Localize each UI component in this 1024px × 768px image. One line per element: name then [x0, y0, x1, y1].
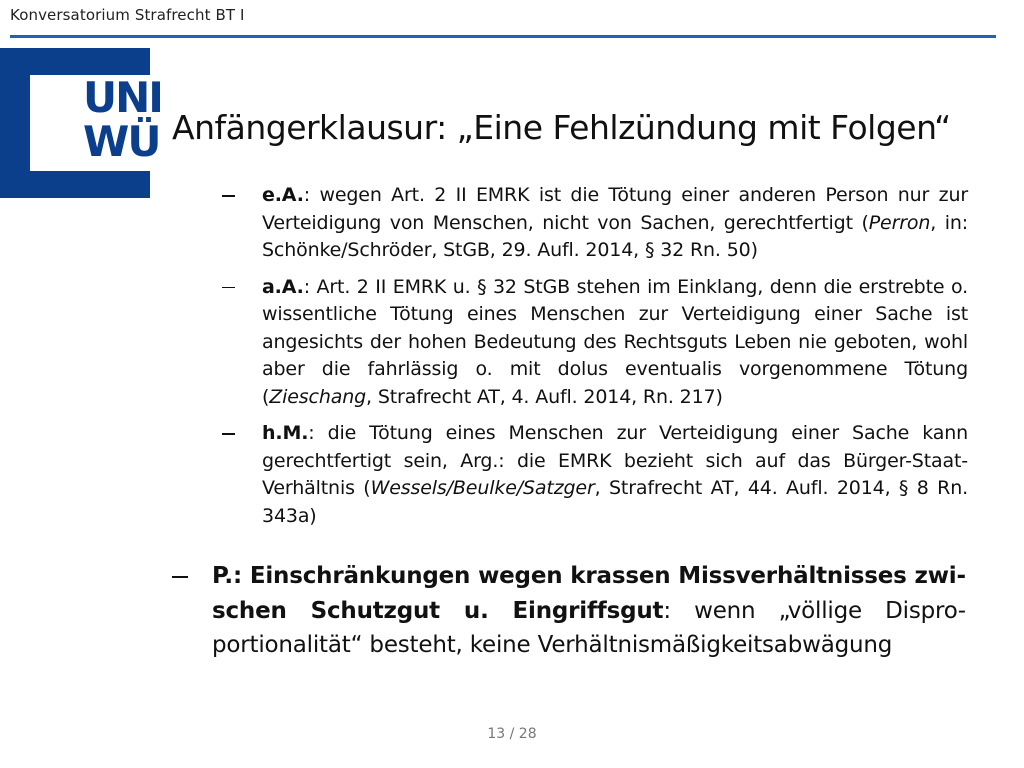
- problem-text: : wenn „völlige Disproportionalität“ besteht, keine Verhältnismäßigkeitsabwägung: [212, 597, 966, 658]
- opinion-label: h.M.: [262, 422, 309, 444]
- list-item-opinion-aa: [222, 274, 968, 412]
- course-title: Konversatorium Strafrecht BT I: [10, 6, 245, 24]
- dash-bullet-icon: [172, 576, 188, 578]
- dash-bullet-icon: [222, 433, 235, 435]
- page-indicator: 13 / 28: [487, 726, 537, 742]
- citation-author: Zieschang: [269, 385, 367, 408]
- dash-bullet-icon: [222, 195, 235, 197]
- list-item-opinion-ea: [222, 182, 968, 265]
- opinion-text: : die Tötung eines Menschen zur Verteidigung einer Sache kann gerechtfertigt sein, Arg.: die EMRK bezieht sich auf das Bürger-Staat-Verhältnis (: [262, 422, 968, 499]
- problem-heading: P.: Einschränkungen wegen krassen Missverhältnisses zwischen Schutzgut u. Eingriffsgut: [212, 563, 966, 624]
- citation-text: , in: Schönke/Schröder, StGB, 29. Aufl. 2014, § 32 Rn. 50): [262, 211, 968, 261]
- logo-white-panel: [30, 73, 162, 171]
- university-logo: [0, 48, 162, 198]
- header-divider: [10, 35, 996, 38]
- opinion-text: : wegen Art. 2 II EMRK ist die Tötung einer anderen Person nur zur Verteidigung von Menschen, nicht von Sachen, gerechtfertigt (: [262, 184, 968, 234]
- citation-text: , Strafrecht AT, 44. Aufl. 2014, § 8 Rn. 343a): [262, 477, 968, 527]
- list-item-problem: [172, 559, 966, 663]
- citation-text: , Strafrecht AT, 4. Aufl. 2014, Rn. 217): [366, 385, 723, 408]
- citation-author: Wessels/Beulke/Satzger: [370, 477, 595, 499]
- citation-author: Perron: [868, 211, 931, 234]
- slide-title: Anfängerklausur: „Eine Fehlzündung mit Folgen“: [172, 108, 951, 147]
- list-item-opinion-hm: [222, 420, 968, 530]
- dash-bullet-icon: [222, 287, 235, 289]
- logo-text-line1: UNI: [83, 73, 162, 122]
- opinion-label: e.A.: [262, 184, 304, 206]
- opinion-text: : Art. 2 II EMRK u. § 32 StGB stehen im Einklang, denn die erstrebte o. wissentliche Tötung eines Menschen zur Verteidigung einer Sache ist angesichts der hohen Bedeutung des Rechtsguts Leben nie geboten, wohl aber die fahrlässig o. mit dolus eventualis vorgenommene Tötung (: [262, 275, 968, 408]
- opinion-label: a.A.: [262, 275, 304, 298]
- logo-text-line2: WÜ: [83, 117, 160, 166]
- opinion-list: [222, 182, 968, 539]
